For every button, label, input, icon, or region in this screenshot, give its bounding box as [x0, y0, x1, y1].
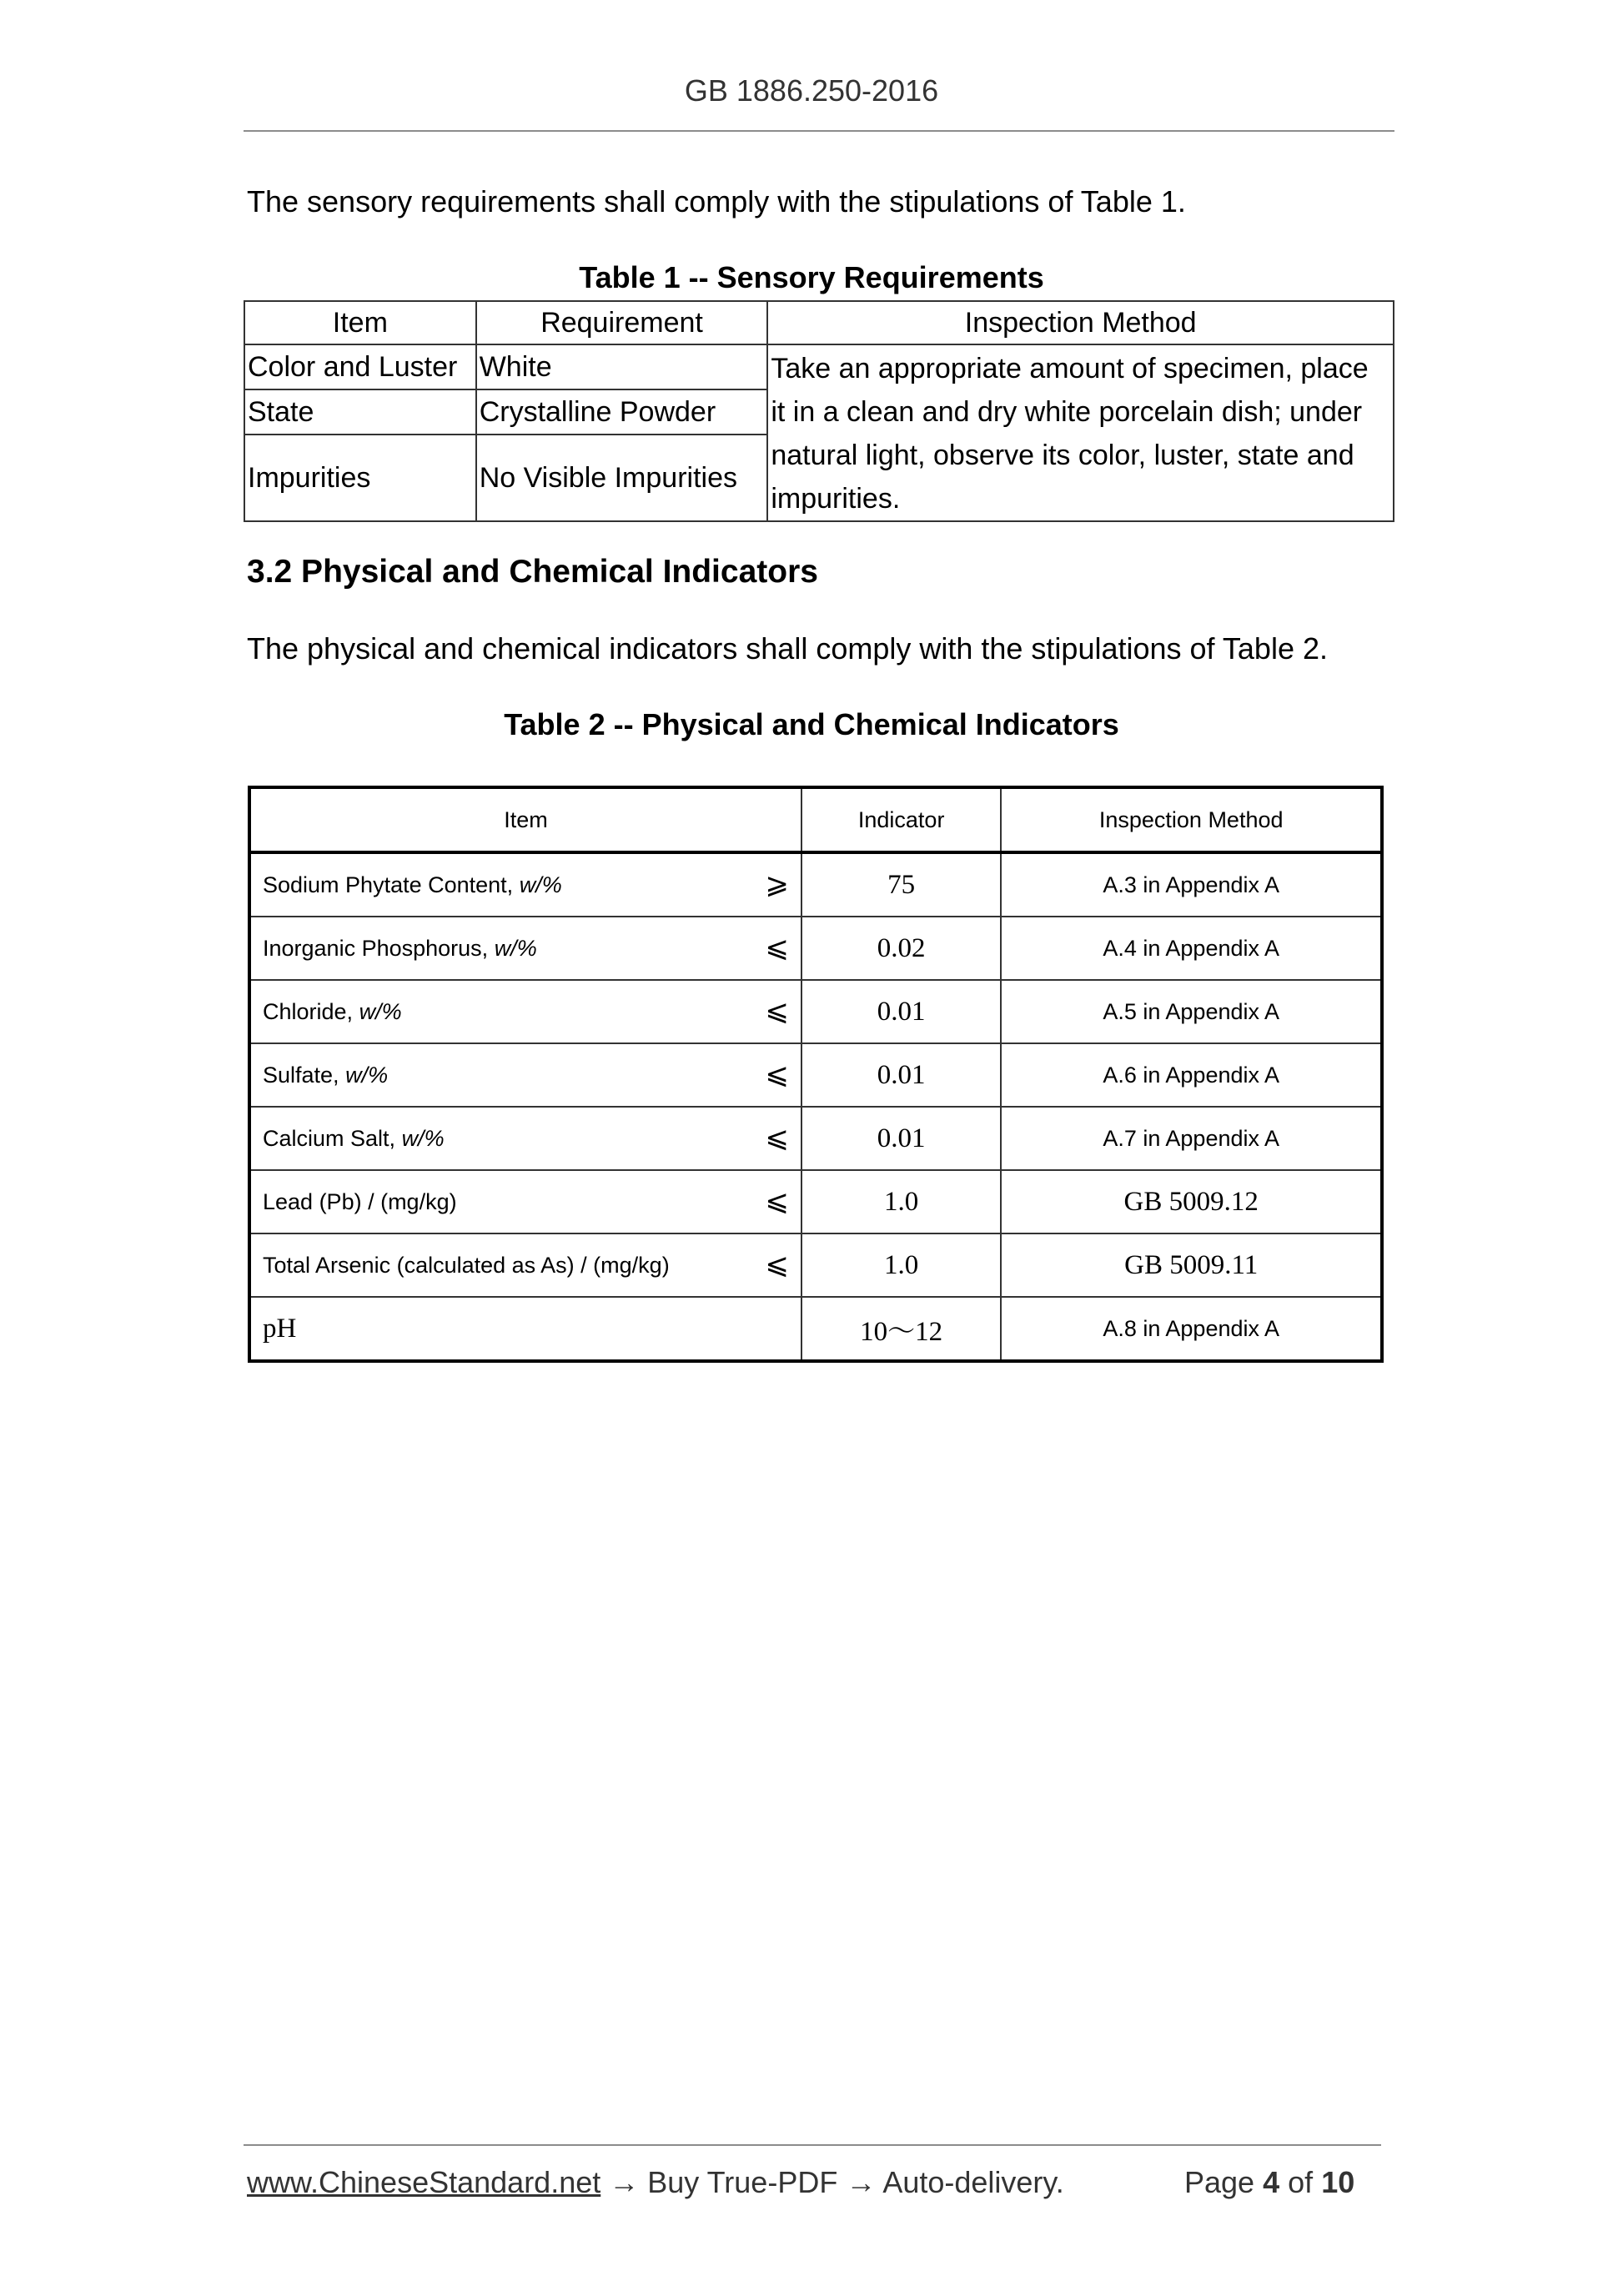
- table-row: [249, 1170, 1382, 1233]
- table-row: [249, 917, 1382, 980]
- table2-header-indicator: Indicator: [801, 787, 1001, 852]
- table1-item-cell: Impurities: [244, 435, 476, 521]
- table2-method-cell: GB 5009.12: [1001, 1170, 1382, 1233]
- table2-item-cell: [249, 852, 801, 917]
- footer-promo: [247, 2165, 1064, 2200]
- table2-indicator-cell: 0.01: [801, 980, 1001, 1043]
- table1-inspection-method: Take an appropriate amount of specimen, place it in a clean and dry white porcelain dish; under natural light, observe its color, luster, state and impurities.: [767, 344, 1394, 521]
- table2-method-cell: A.3 in Appendix A: [1001, 852, 1382, 917]
- table2-method-cell: A.8 in Appendix A: [1001, 1297, 1382, 1361]
- site-link[interactable]: www.ChineseStandard.net: [247, 2165, 601, 2199]
- table2-item-cell: [249, 1170, 801, 1233]
- table2-method-cell: A.5 in Appendix A: [1001, 980, 1382, 1043]
- footer-divider: [244, 2144, 1381, 2146]
- item-name: pH: [263, 1313, 297, 1344]
- table1-header-method: Inspection Method: [767, 301, 1394, 344]
- table2-header-method: Inspection Method: [1001, 787, 1382, 852]
- comparison-symbol: ⩽: [765, 1058, 789, 1092]
- comparison-symbol: ⩽: [765, 931, 789, 965]
- document-header-code: GB 1886.250-2016: [684, 73, 939, 108]
- sensory-intro-paragraph: The sensory requirements shall comply with the stipulations of Table 1.: [247, 184, 1186, 219]
- page-number: 4: [1263, 2165, 1280, 2199]
- item-unit: w/%: [345, 1062, 389, 1088]
- table1-header-item: Item: [244, 301, 476, 344]
- table-row: [249, 1107, 1382, 1170]
- table1-requirement-cell: Crystalline Powder: [476, 389, 768, 435]
- page-total: 10: [1321, 2165, 1355, 2199]
- table-row: [249, 1043, 1382, 1107]
- table1-header-row: [244, 301, 1394, 344]
- header-divider: [244, 130, 1394, 132]
- sensory-requirements-table: [244, 300, 1394, 522]
- table1-caption: Table 1 -- Sensory Requirements: [579, 260, 1044, 294]
- table2-indicator-cell: 1.0: [801, 1170, 1001, 1233]
- comparison-symbol: ⩽: [765, 1184, 789, 1218]
- table2-item-cell: [249, 917, 801, 980]
- item-unit: w/%: [494, 935, 537, 961]
- page-label: Page: [1184, 2165, 1255, 2199]
- table2-item-cell: [249, 980, 801, 1043]
- table-row: [249, 852, 1382, 917]
- table2-header-item: Item: [249, 787, 801, 852]
- item-name: Lead (Pb) / (mg/kg): [263, 1188, 457, 1214]
- item-name: Total Arsenic (calculated as As) / (mg/kg): [263, 1252, 670, 1278]
- physical-chemical-indicators-table: [248, 786, 1384, 1363]
- item-name: Chloride,: [263, 998, 359, 1024]
- table2-caption: Table 2 -- Physical and Chemical Indicators: [504, 707, 1119, 741]
- item-name: Inorganic Phosphorus,: [263, 935, 495, 961]
- table-row: [249, 980, 1382, 1043]
- promo-text: → Buy True-PDF → Auto-delivery.: [600, 2165, 1064, 2199]
- table2-method-cell: A.7 in Appendix A: [1001, 1107, 1382, 1170]
- table1-header-requirement: Requirement: [476, 301, 768, 344]
- table-row: [244, 344, 1394, 389]
- item-name: Calcium Salt,: [263, 1125, 402, 1151]
- table2-item-cell: [249, 1297, 801, 1361]
- table1-requirement-cell: No Visible Impurities: [476, 435, 768, 521]
- table2-item-cell: [249, 1043, 801, 1107]
- comparison-symbol: ⩽: [765, 1248, 789, 1282]
- physical-intro-paragraph: The physical and chemical indicators shall comply with the stipulations of Table 2.: [247, 631, 1328, 666]
- table2-header-row: [249, 787, 1382, 852]
- item-name: Sodium Phytate Content,: [263, 872, 520, 897]
- table1-item-cell: State: [244, 389, 476, 435]
- table-row: [249, 1233, 1382, 1297]
- section-heading: 3.2 Physical and Chemical Indicators: [247, 554, 818, 590]
- item-unit: w/%: [359, 998, 402, 1024]
- table2-method-cell: A.6 in Appendix A: [1001, 1043, 1382, 1107]
- table2-indicator-cell: 75: [801, 852, 1001, 917]
- comparison-symbol: ⩽: [765, 994, 789, 1028]
- table2-item-cell: [249, 1233, 801, 1297]
- comparison-symbol: ⩽: [765, 1121, 789, 1155]
- table2-item-cell: [249, 1107, 801, 1170]
- table2-method-cell: GB 5009.11: [1001, 1233, 1382, 1297]
- table1-requirement-cell: White: [476, 344, 768, 389]
- table2-indicator-cell: 0.01: [801, 1107, 1001, 1170]
- page-indicator: [1184, 2165, 1354, 2200]
- comparison-symbol: ⩾: [765, 867, 789, 902]
- table2-indicator-cell: 1.0: [801, 1233, 1001, 1297]
- item-name: Sulfate,: [263, 1062, 346, 1088]
- table2-indicator-cell: 10～12: [801, 1297, 1001, 1361]
- table2-method-cell: A.4 in Appendix A: [1001, 917, 1382, 980]
- table2-indicator-cell: 0.02: [801, 917, 1001, 980]
- of-label: of: [1288, 2165, 1314, 2199]
- item-unit: w/%: [401, 1125, 445, 1151]
- table1-item-cell: Color and Luster: [244, 344, 476, 389]
- table-row: [249, 1297, 1382, 1361]
- table2-indicator-cell: 0.01: [801, 1043, 1001, 1107]
- item-unit: w/%: [519, 872, 562, 897]
